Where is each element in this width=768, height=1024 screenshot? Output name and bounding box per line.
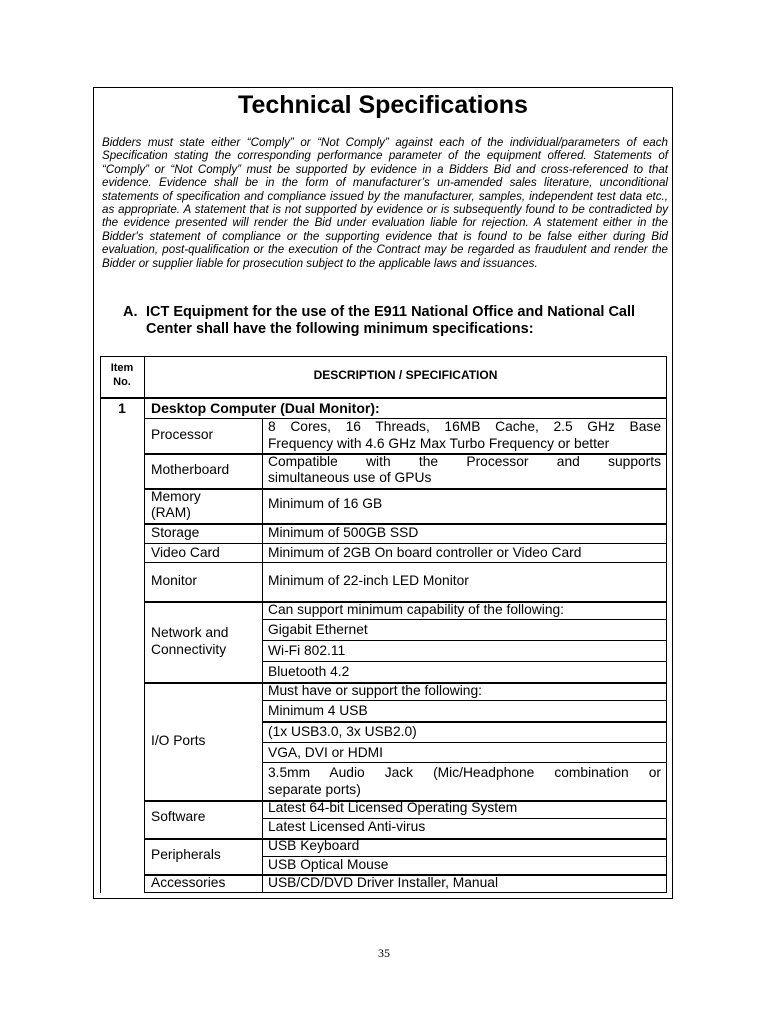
rule-subrow [262, 700, 667, 701]
spec-peripherals-mouse: USB Optical Mouse [268, 857, 389, 872]
spec-motherboard-line1: Compatible with the Processor and supports [268, 454, 661, 469]
spec-network-bluetooth: Bluetooth 4.2 [268, 664, 350, 679]
label-storage: Storage [151, 525, 200, 540]
rule-top [100, 356, 667, 357]
spec-io-intro: Must have or support the following: [268, 683, 482, 698]
spec-io-audio-line2: separate ports) [268, 782, 361, 797]
label-software: Software [151, 809, 206, 824]
spec-io-usb-types: (1x USB3.0, 3x USB2.0) [268, 724, 417, 739]
spec-processor-line1: 8 Cores, 16 Threads, 16MB Cache, 2.5 GHz Base [268, 419, 661, 434]
label-monitor: Monitor [151, 573, 198, 588]
label-io-ports: I/O Ports [151, 733, 206, 748]
label-peripherals: Peripherals [151, 847, 221, 862]
label-memory-line2: (RAM) [151, 505, 191, 520]
label-motherboard: Motherboard [151, 462, 230, 477]
rule-left [100, 356, 101, 893]
section-heading: ICT Equipment for the use of the E911 National Office and National Call Center shall have the following minimum specifications: [146, 304, 636, 337]
spec-software-antivirus: Latest Licensed Anti-virus [268, 819, 426, 834]
rule-header-bottom [100, 397, 667, 399]
rule-subrow [262, 742, 667, 743]
spec-monitor: Minimum of 22-inch LED Monitor [268, 573, 469, 588]
spec-processor-line2: Frequency with 4.6 GHz Max Turbo Frequency or better [268, 436, 610, 451]
spec-io-audio-line1: 3.5mm Audio Jack (Mic/Headphone combination or [268, 765, 661, 780]
spec-storage: Minimum of 500GB SSD [268, 525, 419, 540]
label-memory-line1: Memory [151, 489, 201, 504]
spec-video-card: Minimum of 2GB On board controller or Video Card [268, 545, 582, 560]
rule-bottom [144, 892, 667, 893]
rule-subrow [262, 721, 667, 723]
intro-paragraph: Bidders must state either “Comply” or “Not Comply” against each of the individual/parameters of each Specification stating the corresponding performance parameter of the equipment offered. Statements of “Comply” or “Not Comply” must be supported by evidence in a Bidders Bid and cross-referenced to that evidence. Evidence shall be in the form of manufacturer’s un-amended sales literature, unconditional statements of specification and compliance issued by the manufacturer, samples, independent test data etc., as appropriate. A statement that is not supported by evidence or is subsequently found to be contradicted by the evidence presented will render the Bid under evaluation liable for rejection. A statement either in the Bidder's statement of compliance or the supporting evidence that is found to be false either during Bid evaluation, post-qualification or the execution of the Contract may be regarded as fraudulent and render the Bidder or supplier liable for prosecution subject to the applicable laws and issuances. [102, 136, 668, 270]
header-item-no [100, 361, 144, 389]
spec-peripherals-keyboard: USB Keyboard [268, 838, 360, 853]
rule-right [666, 356, 667, 893]
label-processor: Processor [151, 427, 214, 442]
label-accessories: Accessories [151, 875, 226, 890]
header-item-line2: No. [113, 376, 131, 388]
spec-accessories: USB/CD/DVD Driver Installer, Manual [268, 875, 499, 890]
rule-row [144, 838, 667, 840]
item-title: Desktop Computer (Dual Monitor): [151, 400, 380, 416]
label-video-card: Video Card [151, 545, 220, 560]
spec-memory: Minimum of 16 GB [268, 496, 383, 511]
rule-subrow [262, 640, 667, 641]
label-network-line2: Connectivity [151, 642, 227, 657]
label-network-line1: Network and [151, 625, 229, 640]
spec-io-usb-count: Minimum 4 USB [268, 703, 368, 718]
item-number: 1 [118, 400, 126, 416]
spec-network-intro: Can support minimum capability of the following: [268, 602, 565, 617]
rule-row [144, 488, 667, 490]
rule-subrow [262, 661, 667, 662]
header-description: DESCRIPTION / SPECIFICATION [313, 368, 498, 382]
spec-network-ethernet: Gigabit Ethernet [268, 622, 368, 637]
spec-network-wifi: Wi-Fi 802.11 [268, 643, 346, 658]
section-letter: A. [123, 304, 138, 320]
page-number: 35 [378, 946, 390, 960]
page-title: Technical Specifications [238, 91, 528, 119]
rule-item-col [144, 356, 145, 893]
header-item-line1: Item [110, 362, 134, 374]
spec-table [100, 356, 667, 893]
spec-software-os: Latest 64-bit Licensed Operating System [268, 800, 518, 815]
spec-io-video: VGA, DVI or HDMI [268, 745, 383, 760]
rule-subrow [262, 619, 667, 620]
spec-motherboard-line2: simultaneous use of GPUs [268, 470, 432, 485]
rule-row [144, 543, 667, 544]
rule-row [144, 562, 667, 563]
rule-subrow [262, 762, 667, 763]
